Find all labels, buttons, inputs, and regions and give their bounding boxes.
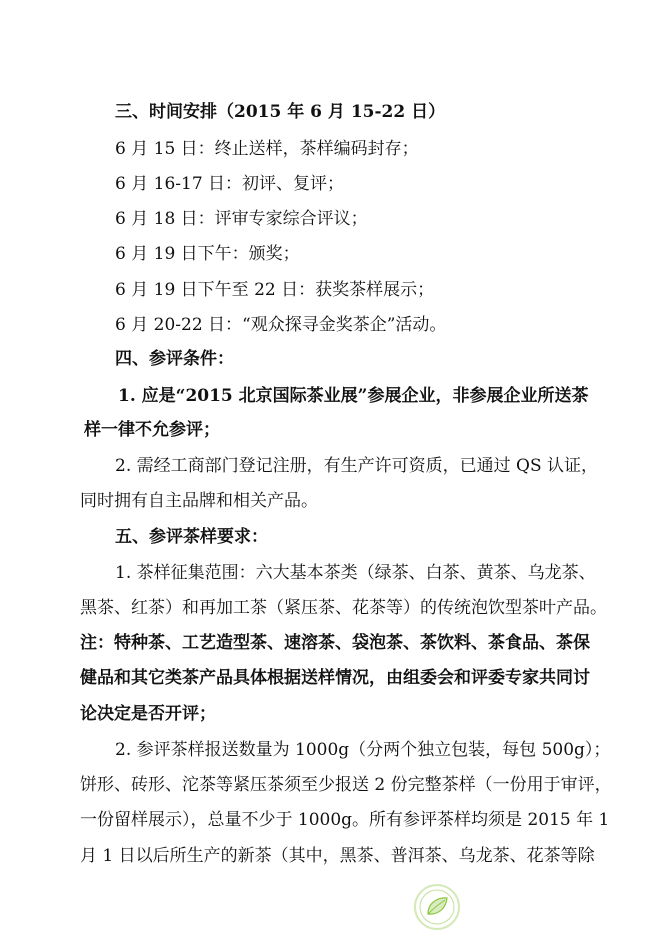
line-19: 饼形、砖形、沱茶等紧压茶须至少报送 2 份完整茶样（一份用于审评， — [80, 775, 612, 795]
line-16: 健品和其它类茶产品具体根据送样情况，由组委会和评委专家共同讨 — [80, 668, 590, 688]
line-18: 2. 参评茶样报送数量为 1000g（分两个独立包装，每包 500g）； — [115, 740, 611, 760]
line-3: 6 月 18 日：评审专家综合评议； — [115, 209, 368, 229]
leaf-seal-icon — [413, 883, 461, 931]
line-1: 6 月 15 日：终止送样，茶样编码封存； — [115, 139, 419, 159]
line-15: 注：特种茶、工艺造型茶、速溶茶、袋泡茶、茶饮料、茶食品、茶保 — [80, 633, 590, 653]
line-12: 五、参评茶样要求： — [115, 527, 268, 547]
line-8: 1. 应是“2015 北京国际茶业展”参展企业，非参展企业所送茶 — [118, 386, 589, 406]
line-7: 四、参评条件： — [115, 349, 234, 369]
line-10: 2. 需经工商部门登记注册，有生产许可资质，已通过 QS 认证， — [115, 456, 599, 476]
line-2: 6 月 16-17 日：初评、复评； — [115, 174, 345, 194]
line-9: 样一律不允参评； — [84, 420, 220, 440]
line-13: 1. 茶样征集范围：六大基本茶类（绿茶、白茶、黄茶、乌龙茶、 — [115, 563, 596, 583]
line-17: 论决定是否开评； — [80, 704, 216, 724]
line-21: 月 1 日以后所生产的新茶（其中，黑茶、普洱茶、乌龙茶、花茶等除 — [80, 846, 595, 866]
line-4: 6 月 19 日下午：颁奖； — [115, 244, 300, 264]
line-11: 同时拥有自主品牌和相关产品。 — [80, 491, 318, 511]
line-14: 黑茶、红茶）和再加工茶（紧压茶、花茶等）的传统泡饮型茶叶产品。 — [80, 598, 607, 618]
line-0: 三、时间安排（2015 年 6 月 15-22 日） — [115, 102, 446, 122]
line-5: 6 月 19 日下午至 22 日：获奖茶样展示； — [115, 280, 435, 300]
line-20: 一份留样展示），总量不少于 1000g。所有参评茶样均须是 2015 年 1 — [80, 810, 610, 830]
line-6: 6 月 20-22 日：“观众探寻金奖茶企”活动。 — [115, 315, 447, 335]
